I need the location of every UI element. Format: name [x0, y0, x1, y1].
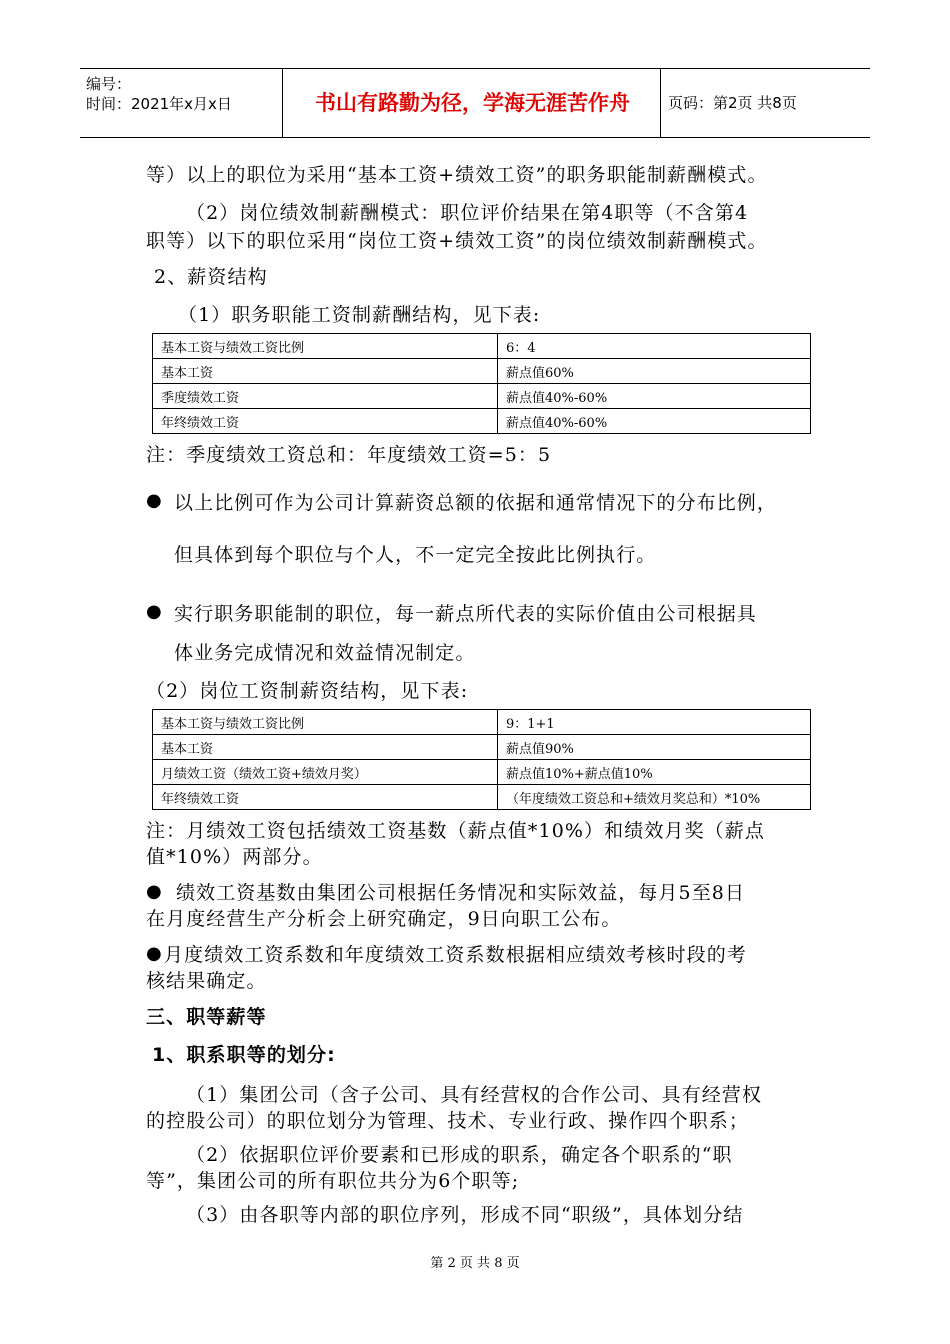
- header-motto: 书山有路勤为径，学海无涯苦作舟: [315, 91, 630, 115]
- paragraph-line: （2）依据职位评价要素和已形成的职系，确定各个职系的“职: [186, 1144, 733, 1166]
- paragraph-line: （1）集团公司（含子公司、具有经营权的合作公司、具有经营权: [186, 1084, 762, 1106]
- header-page-info: 页码：第2页 共8页: [668, 94, 797, 112]
- table-row: [153, 710, 811, 735]
- bullet-text: 实行职务职能制的职位，每一薪点所代表的实际价值由公司根据具: [174, 603, 757, 625]
- paragraph-line: （1）职务职能工资制薪酬结构，见下表:: [178, 304, 541, 326]
- bullet-icon: ●: [146, 601, 162, 622]
- bullet-text: 在月度经营生产分析会上研究确定，9日向职工公布。: [146, 908, 622, 930]
- bullet-text: 以上比例可作为公司计算薪资总额的依据和通常情况下的分布比例，: [174, 492, 778, 514]
- table-note: 注：季度绩效工资总和：年度绩效工资=5：5: [146, 444, 552, 466]
- document-number-label: 编号：: [86, 75, 132, 93]
- table-cell: 9：1+1: [498, 710, 811, 735]
- table-cell: 薪点值60%: [498, 359, 811, 384]
- table-row: [153, 334, 811, 359]
- table-row: [153, 359, 811, 384]
- section-heading: 三、职等薪等: [146, 1006, 267, 1028]
- section-heading: 2、薪资结构: [154, 266, 268, 288]
- paragraph-line: 的控股公司）的职位划分为管理、技术、专业行政、操作四个职系；: [146, 1110, 750, 1132]
- table-row: [153, 384, 811, 409]
- table-cell: （年度绩效工资总和+绩效月奖总和）*10%: [498, 785, 811, 810]
- paragraph-line: 等）以上的职位为采用“基本工资+绩效工资”的职务职能制薪酬模式。: [146, 164, 768, 186]
- bullet-text: 体业务完成情况和效益情况制定。: [174, 642, 476, 664]
- table-row: [153, 785, 811, 810]
- table-cell: 年终绩效工资: [153, 785, 498, 810]
- header-divider: [282, 69, 283, 137]
- table-cell: 薪点值10%+薪点值10%: [498, 760, 811, 785]
- table-cell: 年终绩效工资: [153, 409, 498, 434]
- table-note: 值*10%）两部分。: [146, 846, 323, 868]
- table-cell: 季度绩效工资: [153, 384, 498, 409]
- salary-structure-table-2: [152, 709, 811, 810]
- table-row: [153, 760, 811, 785]
- table-cell: 基本工资: [153, 735, 498, 760]
- paragraph-line: （2）岗位绩效制薪酬模式：职位评价结果在第4职等（不含第4: [186, 202, 749, 224]
- bullet-icon: ●: [146, 490, 162, 511]
- table-note: 注：月绩效工资包括绩效工资基数（薪点值*10%）和绩效月奖（薪点: [146, 820, 765, 842]
- table-cell: 月绩效工资（绩效工资+绩效月奖）: [153, 760, 498, 785]
- page-header: [80, 68, 870, 138]
- paragraph-line: 等”，集团公司的所有职位共分为6个职等;: [146, 1170, 520, 1192]
- salary-structure-table-1: [152, 333, 811, 434]
- bullet-text: 但具体到每个职位与个人，不一定完全按此比例执行。: [174, 544, 657, 566]
- bullet-icon: ●: [146, 881, 162, 902]
- bullet-icon: ●: [146, 943, 162, 964]
- subsection-heading: 1、职系职等的划分:: [152, 1044, 336, 1066]
- table-cell: 6：4: [498, 334, 811, 359]
- paragraph-line: 职等）以下的职位采用“岗位工资+绩效工资”的岗位绩效制薪酬模式。: [146, 230, 768, 252]
- table-cell: 基本工资: [153, 359, 498, 384]
- bullet-text: 月度绩效工资系数和年度绩效工资系数根据相应绩效考核时段的考: [164, 944, 747, 966]
- header-divider: [660, 69, 661, 137]
- table-cell: 薪点值40%-60%: [498, 384, 811, 409]
- table-row: [153, 735, 811, 760]
- table-cell: 基本工资与绩效工资比例: [153, 334, 498, 359]
- paragraph-line: （2）岗位工资制薪资结构，见下表:: [146, 680, 469, 702]
- bullet-text: 核结果确定。: [146, 970, 267, 992]
- table-row: [153, 409, 811, 434]
- bullet-text: 绩效工资基数由集团公司根据任务情况和实际效益，每月5至8日: [176, 882, 746, 904]
- document-date-label: 时间：2021年x月x日: [86, 95, 232, 113]
- table-cell: 薪点值90%: [498, 735, 811, 760]
- paragraph-line: （3）由各职等内部的职位序列，形成不同“职级”，具体划分结: [186, 1204, 744, 1226]
- table-cell: 基本工资与绩效工资比例: [153, 710, 498, 735]
- page-footer: 第 2 页 共 8 页: [430, 1256, 520, 1271]
- table-cell: 薪点值40%-60%: [498, 409, 811, 434]
